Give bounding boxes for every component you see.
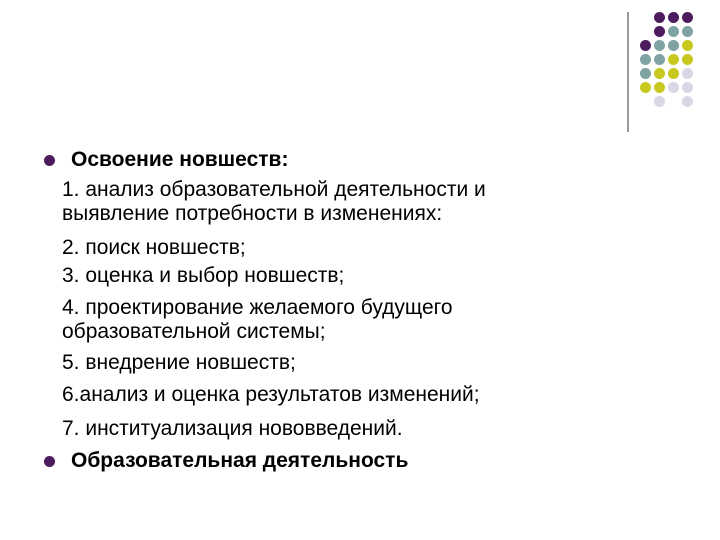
list-item-text: выявление потребности в изменениях: <box>62 202 443 225</box>
bullet-dot-icon <box>44 155 55 166</box>
list-item-5 <box>62 351 622 375</box>
list-item-text: 7. институализация нововведений. <box>62 417 403 440</box>
list-item-text: 1. анализ образовательной деятельности и <box>62 178 486 201</box>
list-item-text: 4. проектирование желаемого будущего <box>62 296 453 319</box>
list-item-4 <box>62 296 622 344</box>
list-item-text: 2. поиск новшеств; <box>62 236 246 259</box>
heading-text: Освоение новшеств: <box>71 148 289 171</box>
list-item-6 <box>62 383 622 407</box>
list-item-text: образовательной системы; <box>62 320 326 343</box>
bullet-dot-icon <box>44 456 55 467</box>
list-item-text: 3. оценка и выбор новшеств; <box>62 264 345 287</box>
heading-text: Образовательная деятельность <box>71 449 409 472</box>
list-item-2 <box>62 236 622 260</box>
list-item-text: 6.анализ и оценка результатов изменений; <box>62 383 480 406</box>
bullet-heading-2 <box>44 449 408 473</box>
list-item-text: 5. внедрение новшеств; <box>62 351 296 374</box>
bullet-heading-1 <box>44 148 288 172</box>
list-item-7 <box>62 417 622 441</box>
list-item-1 <box>62 178 622 226</box>
list-item-3 <box>62 264 622 288</box>
